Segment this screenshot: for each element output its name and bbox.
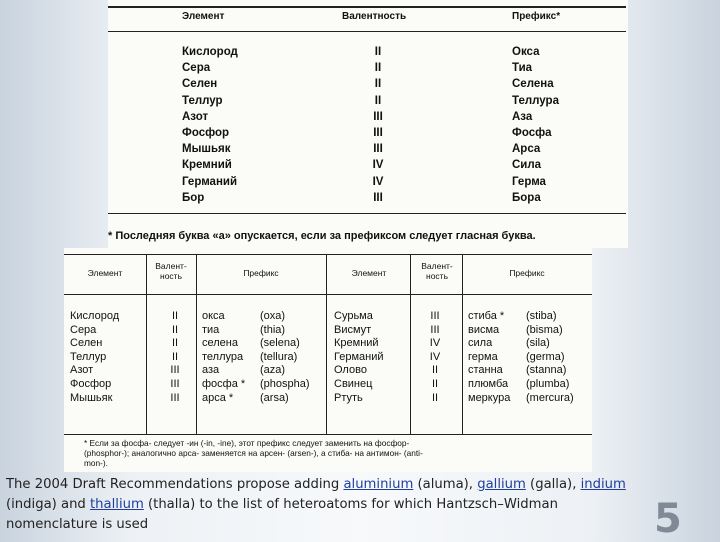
table-cell-latin: (stanna) — [526, 364, 567, 377]
header-valence: Валентность — [342, 11, 407, 22]
t2-header-valence-right: Валент-ность — [421, 261, 453, 281]
table-cell-element: Азот — [182, 110, 209, 123]
table-cell-prefix: Селена — [512, 78, 554, 91]
table-cell-prefix: стиба * — [468, 310, 505, 322]
table-cell-valence: III — [170, 391, 180, 404]
table-cell-prefix: Герма — [512, 175, 546, 188]
t2-left-elements — [70, 310, 119, 405]
table-cell-prefix: Теллура — [512, 94, 559, 107]
table-cell-valence: II — [171, 337, 179, 350]
table-cell-valence: IV — [429, 337, 441, 350]
table-cell-latin: (tellura) — [260, 350, 298, 363]
valence-column — [370, 44, 386, 206]
table-cell-prefix: аза — [202, 364, 220, 377]
table-cell-element: Сера — [70, 323, 97, 336]
t2-right-latin — [526, 310, 574, 405]
table-cell-valence: IV — [429, 350, 441, 363]
t2-left-valences — [164, 310, 186, 405]
t2-header-prefix: Префикс — [243, 268, 279, 278]
vline — [410, 254, 411, 434]
table-cell-latin: (thia) — [260, 323, 286, 336]
table-cell-latin: (plumba) — [526, 377, 570, 390]
table-cell-valence: II — [374, 62, 382, 75]
table-cell-prefix: плюмба — [468, 377, 509, 390]
table-cell-latin: (sila) — [526, 337, 550, 350]
t2-header-prefix-right: Префикс — [509, 268, 545, 278]
table-cell-element: Кислород — [182, 46, 238, 58]
caption-text: (aluma), — [413, 477, 478, 492]
table-cell-latin: (mercura) — [526, 391, 574, 404]
table-cell-element: Олово — [334, 364, 367, 377]
table-cell-prefix: Арса — [512, 143, 541, 156]
table-cell-valence: II — [374, 94, 382, 107]
table-cell-valence: IV — [372, 175, 384, 188]
table-cell-valence: IV — [372, 159, 384, 172]
table-top-rule — [108, 6, 626, 8]
vline — [462, 254, 463, 434]
slide-number: 5 — [654, 496, 682, 542]
table-cell-prefix: фосфа * — [202, 377, 246, 390]
table-cell-prefix: окса — [202, 310, 225, 322]
caption-text: (indiga) and — [6, 497, 90, 512]
scan-table-prefixes — [108, 0, 628, 248]
t2-left-prefixes — [202, 310, 245, 405]
table-cell-element: Мышьяк — [182, 143, 231, 156]
table-cell-element: Фосфор — [70, 377, 112, 390]
table-cell-prefix: тиа — [202, 323, 220, 336]
table-cell-valence: II — [171, 310, 179, 322]
table-cell-prefix: Тиа — [512, 62, 533, 75]
link-indium[interactable]: indium — [580, 477, 626, 492]
table-cell-valence: II — [431, 364, 439, 377]
table-cell-valence: II — [374, 78, 382, 91]
table-cell-latin: (bisma) — [526, 323, 563, 336]
table-cell-element: Фосфор — [182, 127, 230, 140]
scan-table-prefixes-extended — [64, 248, 592, 472]
table2-top-rule — [64, 254, 592, 255]
element-column — [182, 44, 238, 206]
header-rule — [108, 31, 626, 32]
table-cell-element: Германий — [334, 350, 384, 363]
table-cell-prefix: меркура — [468, 391, 511, 404]
caption-text: (galla), — [525, 477, 581, 492]
table-cell-prefix: сила — [468, 337, 493, 350]
table-cell-latin: (arsa) — [260, 391, 289, 404]
vline — [146, 254, 147, 434]
slide-caption — [6, 475, 646, 535]
table-cell-valence: III — [170, 377, 180, 390]
table-cell-element: Кремний — [182, 159, 232, 172]
t2-header-element: Элемент — [87, 268, 123, 278]
link-aluminium[interactable]: aluminium — [343, 477, 414, 492]
table-cell-prefix: селена — [202, 337, 238, 350]
table-cell-latin: (selena) — [260, 337, 300, 350]
header-prefix: Префикс* — [512, 11, 561, 22]
table-cell-element: Свинец — [334, 377, 373, 390]
caption-text: (thalla) to the list of heteroatoms for which Hantzsch–Widman nomenclature is used — [6, 497, 558, 532]
table-cell-valence: III — [373, 143, 383, 156]
table-cell-prefix: теллура — [202, 350, 244, 363]
table-cell-prefix: арса * — [202, 391, 234, 404]
t2-bottom-rule — [64, 434, 592, 435]
table-cell-element: Германий — [182, 175, 238, 188]
link-gallium[interactable]: gallium — [477, 477, 526, 492]
t2-header-valence: Валент-ность — [155, 261, 187, 281]
vline — [326, 254, 327, 434]
table-cell-element: Селен — [182, 78, 218, 91]
table-cell-prefix: станна — [468, 364, 503, 377]
table-cell-valence: III — [373, 127, 383, 140]
table-cell-prefix: Аза — [512, 110, 533, 123]
table-cell-valence: III — [430, 323, 440, 336]
prefix-column — [512, 44, 559, 206]
table-cell-prefix: висма — [468, 323, 500, 336]
table-cell-element: Ртуть — [334, 391, 363, 404]
table-cell-prefix: герма — [468, 350, 498, 363]
table-cell-element: Сера — [182, 62, 211, 75]
table-cell-element: Висмут — [334, 323, 372, 336]
t2-header-rule — [64, 294, 592, 295]
table-cell-element: Мышьяк — [70, 391, 113, 404]
t2-left-latin — [260, 310, 310, 405]
caption-text: The 2004 Draft Recommendations propose adding — [6, 477, 344, 492]
table-cell-element: Бор — [182, 191, 205, 204]
table-cell-latin: (stiba) — [526, 310, 557, 322]
table-cell-element: Кислород — [70, 310, 120, 322]
table-cell-valence: II — [431, 377, 439, 390]
table-cell-prefix: Окса — [512, 46, 540, 58]
table-cell-element: Теллур — [182, 94, 223, 107]
table-cell-prefix: Бора — [512, 191, 541, 204]
table-cell-valence: II — [374, 46, 382, 58]
table-cell-prefix: Фосфа — [512, 127, 552, 140]
table-cell-element: Теллур — [70, 350, 107, 363]
table-cell-prefix: Сила — [512, 159, 542, 172]
t2-right-elements — [334, 310, 384, 405]
table-cell-element: Азот — [70, 364, 94, 377]
table-cell-latin: (oxa) — [260, 310, 286, 322]
table-cell-valence: II — [171, 323, 179, 336]
t2-footnote-line3: mon-). — [84, 458, 108, 468]
table-cell-valence: III — [430, 310, 440, 322]
t2-right-prefixes — [468, 310, 510, 405]
table-bottom-rule — [108, 213, 626, 214]
footnote: * Последняя буква «а» опускается, если за префиксом следует гласная буква. — [108, 230, 536, 242]
table-cell-valence: III — [170, 364, 180, 377]
table-cell-element: Сурьма — [334, 310, 373, 322]
link-thallium[interactable]: thallium — [90, 497, 144, 512]
vline — [196, 254, 197, 434]
table-cell-valence: II — [171, 350, 179, 363]
table-cell-element: Кремний — [334, 337, 379, 350]
table-cell-latin: (phospha) — [260, 377, 310, 390]
header-element: Элемент — [182, 11, 225, 22]
t2-header-element-right: Элемент — [351, 268, 387, 278]
table-cell-latin: (aza) — [260, 364, 286, 377]
table-cell-element: Селен — [70, 337, 103, 350]
table-cell-valence: III — [373, 191, 383, 204]
t2-footnote-line2: (phosphor-); аналогично арса- заменяется на арсен- (arsen-), а стиба- на антимон- (anti- — [84, 448, 423, 458]
t2-right-valences — [424, 310, 446, 405]
t2-footnote-line1: * Если за фосфа- следует -ин (-in, -ine), этот префикс следует заменить на фосфор- — [84, 438, 410, 448]
table-cell-latin: (germa) — [526, 350, 565, 363]
table-cell-valence: II — [431, 391, 439, 404]
table-cell-valence: III — [373, 110, 383, 123]
